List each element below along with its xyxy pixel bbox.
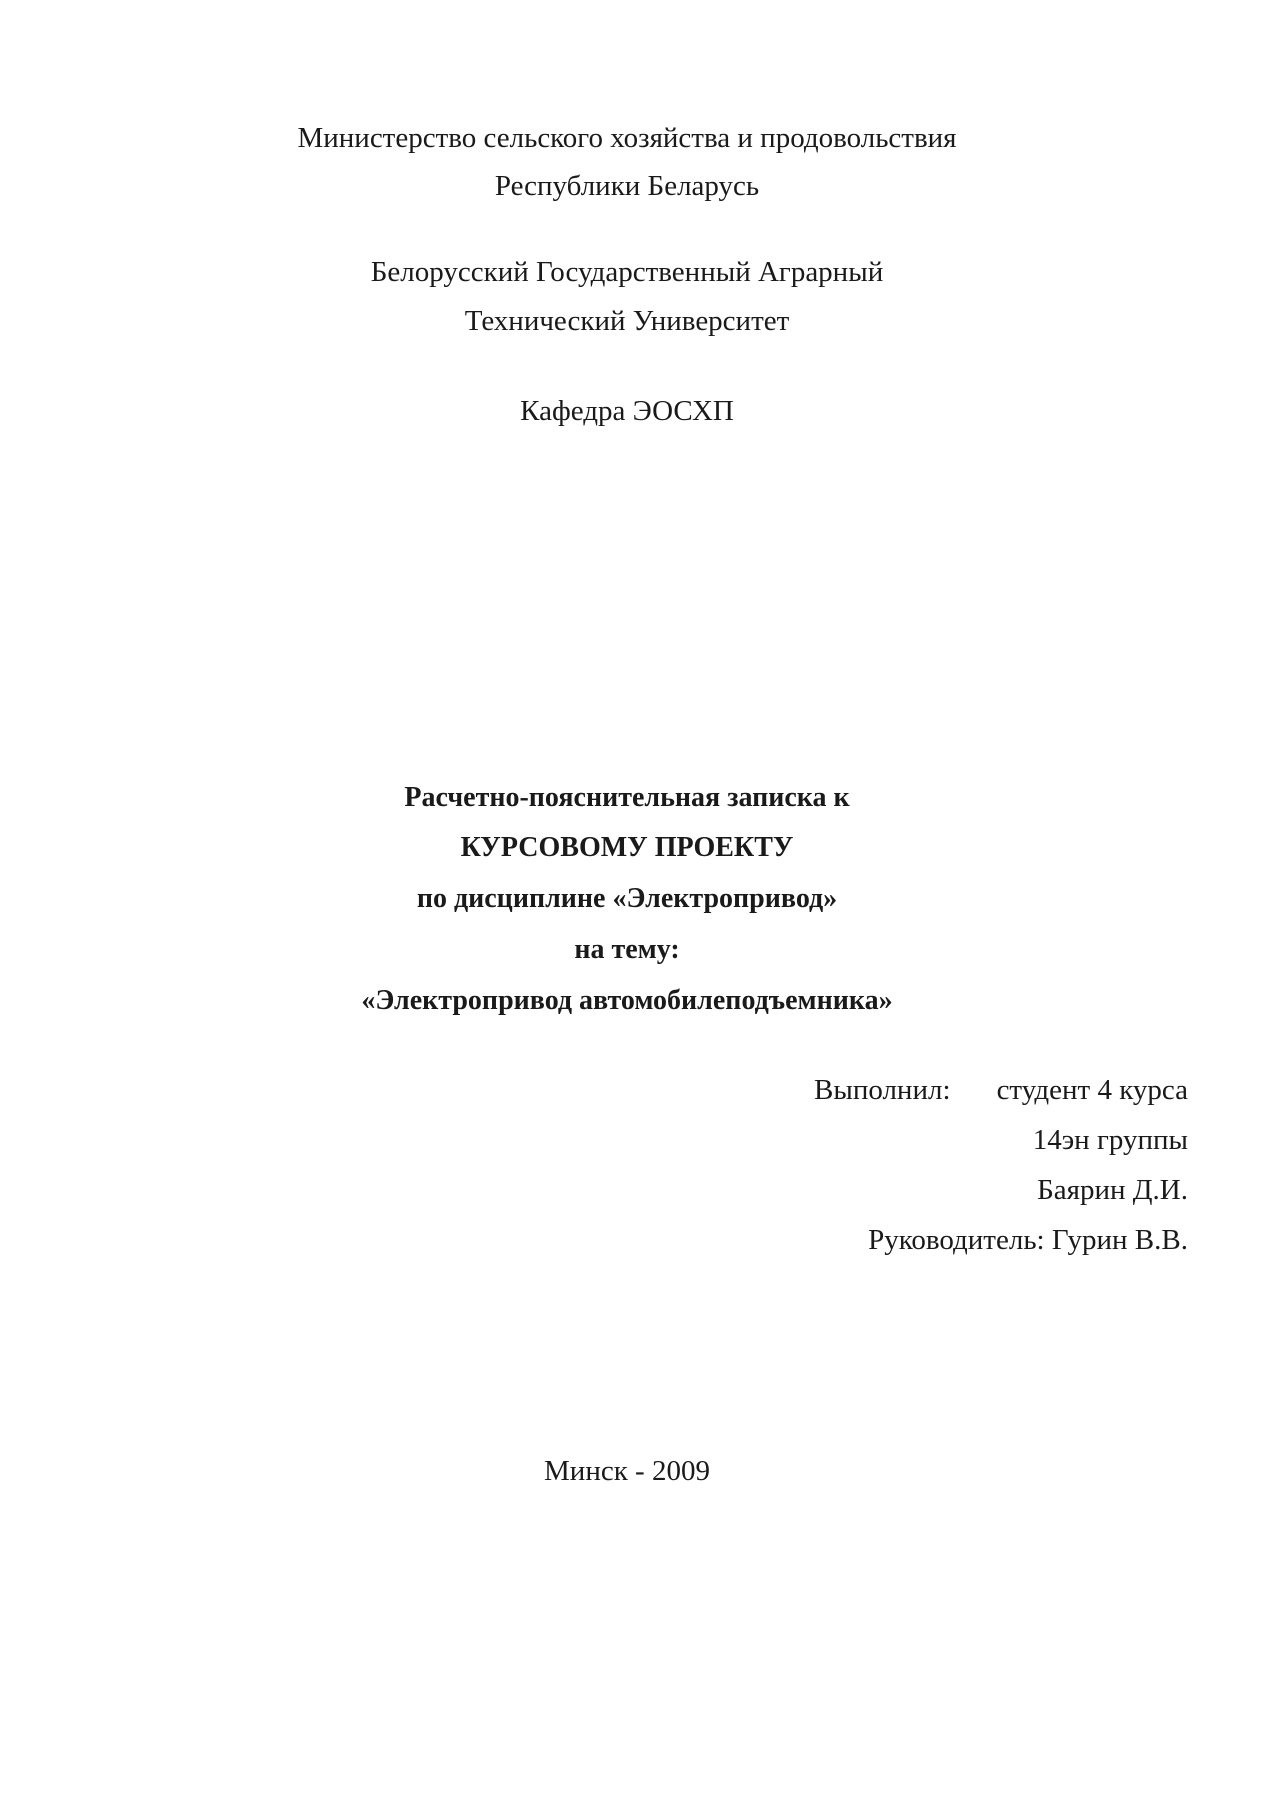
student-name: Баярин Д.И. [1037, 1174, 1188, 1206]
department-name: Кафедра ЭОСХП [520, 395, 734, 427]
title-line-5: «Электропривод автомобилеподъемника» [361, 985, 893, 1016]
ministry-line-2: Республики Беларусь [494, 170, 760, 202]
title-line-1: Расчетно-пояснительная записка к [404, 782, 850, 813]
student-group: 14эн группы [1032, 1124, 1188, 1156]
title-line-4: на тему: [574, 934, 680, 965]
title-line-3: по дисциплине «Электропривод» [416, 883, 838, 914]
supervisor: Руководитель: Гурин В.В. [868, 1224, 1188, 1256]
performed-by-value: студент 4 курса [996, 1074, 1188, 1106]
ministry-line-1: Министерство сельского хозяйства и продовольствия [297, 122, 957, 154]
city-year: Минск - 2009 [544, 1455, 710, 1487]
university-line-2: Технический Университет [464, 305, 790, 337]
university-line-1: Белорусский Государственный Аграрный [370, 256, 884, 288]
title-line-2: КУРСОВОМУ ПРОЕКТУ [460, 832, 794, 863]
performed-by-label: Выполнил: [814, 1074, 951, 1106]
